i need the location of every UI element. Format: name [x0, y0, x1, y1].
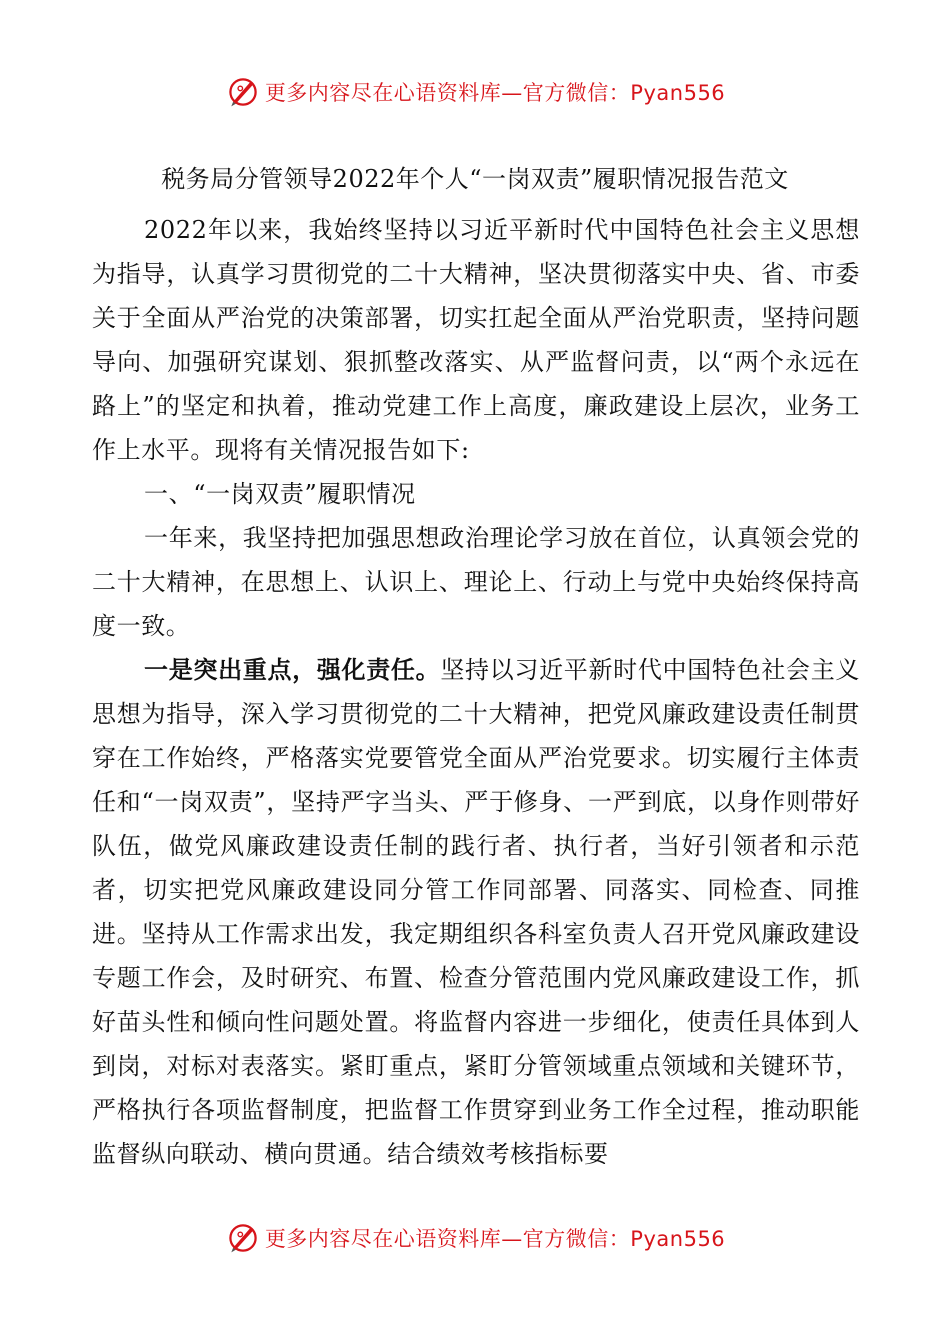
- paragraph-text: 坚持以习近平新时代中国特色社会主义思想为指导，深入学习贯彻党的二十大精神，把党风廉政建设责任制贯穿在工作始终，严格落实党要管党全面从严治党要求。切实履行主体责任和“一岗双责”，坚持严字当头、严于修身、一严到底，以身作则带好队伍，做党风廉政建设责任制的践行者、执行者，当好引领者和示范者，切实把党风廉政建设同分管工作同部署、同落实、同检查、同推进。坚持从工作需求出发，我定期组织各科室负责人召开党风廉政建设专题工作会，及时研究、布置、检查分管范围内党风廉政建设工作，抓好苗头性和倾向性问题处置。将监督内容进一步细化，使责任具体到人到岗，对标对表落实。紧盯重点，紧盯分管领域重点领域和关键环节，严格执行各项监督制度，把监督工作贯穿到业务工作全过程，推动职能监督纵向联动、横向贯通。结合绩效考核指标要: [92, 656, 860, 1168]
- paragraph: [92, 208, 860, 472]
- banner-text: 更多内容尽在心语资料库—官方微信：Pyan556: [264, 81, 726, 105]
- document-title: 税务局分管领导2022年个人“一岗双责”履职情况报告范文: [161, 165, 789, 193]
- paragraph-lead: 一是突出重点，强化责任。: [144, 655, 441, 684]
- document-body: [92, 208, 860, 1176]
- section-heading: [92, 472, 860, 516]
- paragraph-text: 一年来，我坚持把加强思想政治理论学习放在首位，认真领会党的二十大精神，在思想上、认识上、理论上、行动上与党中央始终保持高度一致。: [92, 524, 860, 640]
- paragraph: [92, 516, 860, 648]
- header-banner: [0, 72, 950, 112]
- footer-banner: [0, 1218, 950, 1258]
- paragraph-text: 一、“一岗双责”履职情况: [144, 480, 416, 508]
- pen-logo-icon: [225, 74, 261, 110]
- banner-text: 更多内容尽在心语资料库—官方微信：Pyan556: [264, 1227, 726, 1251]
- paragraph: [92, 648, 860, 1176]
- pen-logo-icon: [225, 1220, 261, 1256]
- paragraph-text: 2022年以来，我始终坚持以习近平新时代中国特色社会主义思想为指导，认真学习贯彻党的二十大精神，坚决贯彻落实中央、省、市委关于全面从严治党的决策部署，切实扛起全面从严治党职责，坚持问题导向、加强研究谋划、狠抓整改落实、从严监督问责，以“两个永远在路上”的坚定和执着，推动党建工作上高度，廉政建设上层次，业务工作上水平。现将有关情况报告如下:: [92, 216, 860, 464]
